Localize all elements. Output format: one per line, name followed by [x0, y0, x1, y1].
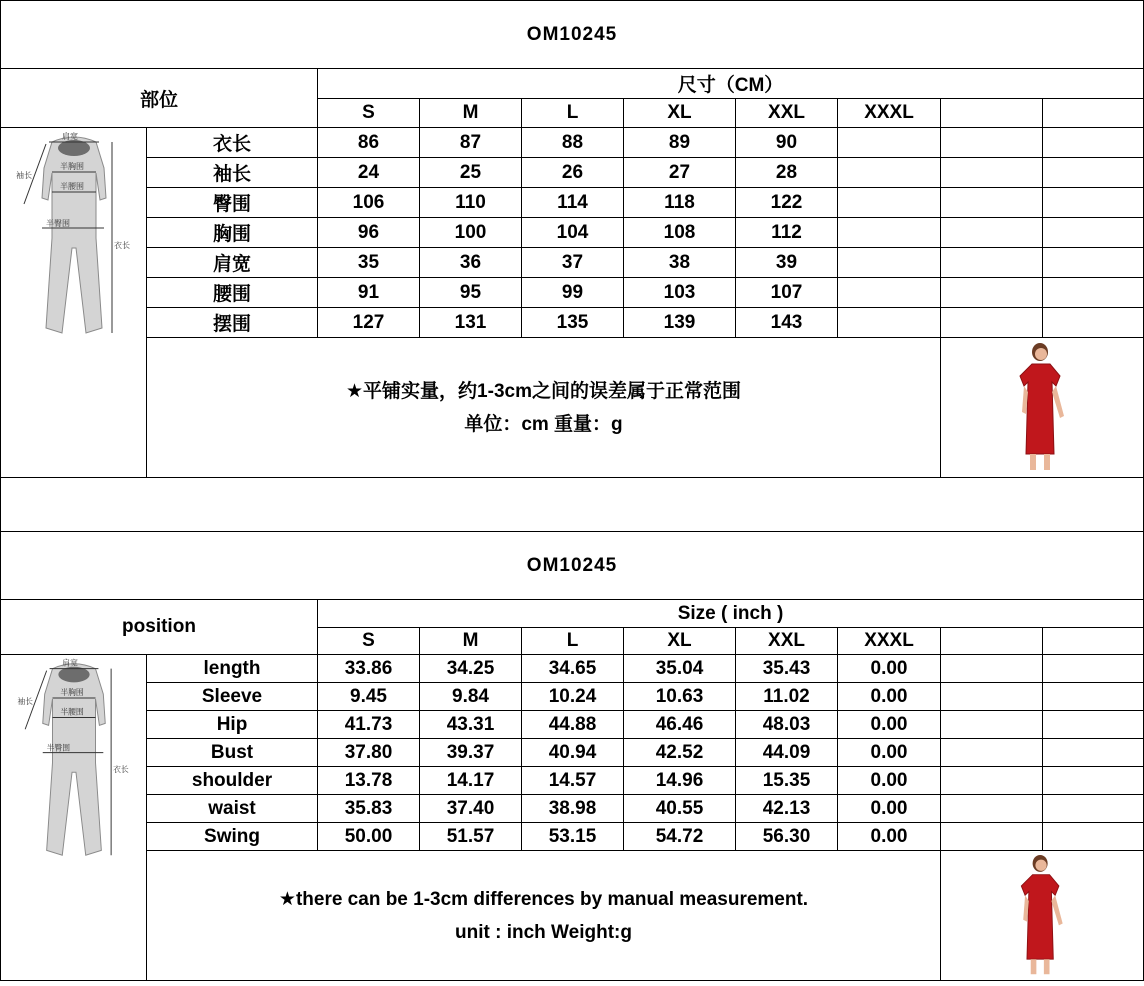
table-cell: 108: [624, 218, 736, 248]
row-label: Sleeve: [147, 683, 318, 711]
table-row: [1, 248, 1144, 278]
table-cell: [1043, 767, 1144, 795]
table-cell: 41.73: [318, 711, 420, 739]
note-en: [147, 851, 941, 981]
table-cell: [941, 823, 1043, 851]
table-cell: 56.30: [736, 823, 838, 851]
table-cell: 0.00: [838, 683, 941, 711]
table-row: [1, 823, 1144, 851]
size-cell: XL: [624, 628, 736, 655]
table-cell: [838, 128, 941, 158]
spacer-row: [1, 478, 1144, 532]
red-dress-icon: [1002, 342, 1082, 474]
table-cell: 38: [624, 248, 736, 278]
table-cell: [838, 158, 941, 188]
table-cell: 103: [624, 278, 736, 308]
table-cell: 35.43: [736, 655, 838, 683]
table-row: [1, 739, 1144, 767]
table-row: [1, 308, 1144, 338]
table-cell: 50.00: [318, 823, 420, 851]
table-row: [1, 795, 1144, 823]
table-cell: [838, 218, 941, 248]
table-row: [1, 278, 1144, 308]
red-dress-icon: [1002, 854, 1082, 978]
table-cell: [941, 683, 1043, 711]
table-cell: [941, 248, 1043, 278]
row-label: 腰围: [147, 278, 318, 308]
size-header-cn: 尺寸（CM）: [318, 69, 1144, 99]
table-row: [1, 655, 1144, 683]
size-cell: S: [318, 628, 420, 655]
table-cell: 38.98: [522, 795, 624, 823]
table-cell: 34.25: [420, 655, 522, 683]
table-cell: 135: [522, 308, 624, 338]
table-cell: 0.00: [838, 823, 941, 851]
table-row: [1, 128, 1144, 158]
table-cell: 34.65: [522, 655, 624, 683]
size-cell: [941, 628, 1043, 655]
table-cell: [1043, 711, 1144, 739]
size-cell: [1043, 628, 1144, 655]
table-cell: 43.31: [420, 711, 522, 739]
size-header-en: Size ( inch ): [318, 600, 1144, 628]
row-label: Swing: [147, 823, 318, 851]
row-label: shoulder: [147, 767, 318, 795]
table-cell: [1043, 278, 1144, 308]
size-cell: [941, 99, 1043, 128]
table-cell: 90: [736, 128, 838, 158]
table-cell: 40.94: [522, 739, 624, 767]
table-cell: [941, 711, 1043, 739]
svg-text:半胸围: 半胸围: [59, 688, 84, 698]
table-cell: 89: [624, 128, 736, 158]
svg-text:半臀围: 半臀围: [46, 743, 70, 753]
table-cell: [941, 278, 1043, 308]
size-cell: L: [522, 99, 624, 128]
table-cell: 122: [736, 188, 838, 218]
jumpsuit-diagram-icon: [4, 128, 144, 343]
row-label: 袖长: [147, 158, 318, 188]
product-photo-cn: [941, 338, 1144, 478]
row-label: 臀围: [147, 188, 318, 218]
table-cell: 0.00: [838, 711, 941, 739]
table-cell: 99: [522, 278, 624, 308]
size-cell: L: [522, 628, 624, 655]
chart-title-en: OM10245: [1, 532, 1144, 600]
table-cell: [838, 248, 941, 278]
chart-title-cn: OM10245: [1, 1, 1144, 69]
table-cell: [941, 128, 1043, 158]
table-cell: 44.88: [522, 711, 624, 739]
table-cell: 100: [420, 218, 522, 248]
table-cell: 24: [318, 158, 420, 188]
table-cell: 14.96: [624, 767, 736, 795]
table-cell: [941, 158, 1043, 188]
product-photo-en: [941, 851, 1144, 981]
row-label: 摆围: [147, 308, 318, 338]
table-cell: 46.46: [624, 711, 736, 739]
table-cell: 0.00: [838, 767, 941, 795]
table-row: [1, 188, 1144, 218]
svg-text:肩宽: 肩宽: [61, 132, 78, 141]
table-cell: 14.17: [420, 767, 522, 795]
table-cell: [1043, 188, 1144, 218]
svg-text:半腰围: 半腰围: [59, 182, 84, 191]
part-header-cn: 部位: [1, 69, 318, 128]
table-cell: 48.03: [736, 711, 838, 739]
table-cell: 11.02: [736, 683, 838, 711]
table-cell: [838, 278, 941, 308]
note-cn: [147, 338, 941, 478]
table-cell: 0.00: [838, 655, 941, 683]
table-cell: 37.80: [318, 739, 420, 767]
table-cell: 37.40: [420, 795, 522, 823]
measurement-diagram-en: [1, 655, 147, 981]
table-cell: 35: [318, 248, 420, 278]
size-cell: XXL: [736, 628, 838, 655]
svg-text:袖长: 袖长: [16, 696, 33, 706]
table-cell: 127: [318, 308, 420, 338]
note-line-1: ★there can be 1-3cm differences by manual measurement.: [278, 888, 809, 910]
table-cell: 39.37: [420, 739, 522, 767]
table-cell: 0.00: [838, 739, 941, 767]
size-cell: XXXL: [838, 99, 941, 128]
table-cell: 118: [624, 188, 736, 218]
svg-text:半腰围: 半腰围: [59, 707, 84, 717]
table-cell: 33.86: [318, 655, 420, 683]
table-cell: [838, 308, 941, 338]
note-line-1: ★平铺实量，约1-3cm之间的误差属于正常范围: [346, 380, 741, 402]
note-line-2: unit : inch Weight:g: [455, 921, 632, 943]
table-cell: 112: [736, 218, 838, 248]
note-line-2: 单位：cm 重量：g: [464, 413, 623, 435]
table-cell: 35.83: [318, 795, 420, 823]
table-cell: 54.72: [624, 823, 736, 851]
table-cell: 143: [736, 308, 838, 338]
table-cell: 114: [522, 188, 624, 218]
table-cell: 96: [318, 218, 420, 248]
table-cell: 35.04: [624, 655, 736, 683]
table-cell: 15.35: [736, 767, 838, 795]
size-cell: XL: [624, 99, 736, 128]
table-cell: 9.84: [420, 683, 522, 711]
table-cell: 25: [420, 158, 522, 188]
table-cell: [941, 188, 1043, 218]
size-cell: [1043, 99, 1144, 128]
table-row: [1, 218, 1144, 248]
table-cell: [941, 739, 1043, 767]
svg-text:衣长: 衣长: [113, 241, 130, 250]
svg-text:肩宽: 肩宽: [61, 658, 78, 668]
table-cell: [941, 308, 1043, 338]
jumpsuit-diagram-icon: [4, 655, 144, 865]
row-label: length: [147, 655, 318, 683]
row-label: 衣长: [147, 128, 318, 158]
table-cell: [1043, 158, 1144, 188]
table-cell: 91: [318, 278, 420, 308]
table-cell: 95: [420, 278, 522, 308]
svg-text:半胸围: 半胸围: [59, 162, 84, 171]
table-cell: [1043, 128, 1144, 158]
table-cell: 53.15: [522, 823, 624, 851]
row-label: Bust: [147, 739, 318, 767]
table-cell: 37: [522, 248, 624, 278]
table-cell: 51.57: [420, 823, 522, 851]
table-cell: 14.57: [522, 767, 624, 795]
svg-text:袖长: 袖长: [15, 171, 32, 180]
table-row: [1, 158, 1144, 188]
size-cell: S: [318, 99, 420, 128]
table-cell: 10.24: [522, 683, 624, 711]
table-cell: [1043, 308, 1144, 338]
table-row: [1, 711, 1144, 739]
row-label: waist: [147, 795, 318, 823]
svg-text:衣长: 衣长: [112, 765, 129, 775]
table-cell: 42.13: [736, 795, 838, 823]
table-cell: [941, 795, 1043, 823]
row-label: Hip: [147, 711, 318, 739]
table-cell: 131: [420, 308, 522, 338]
table-cell: 86: [318, 128, 420, 158]
table-cell: 110: [420, 188, 522, 218]
table-cell: 107: [736, 278, 838, 308]
size-cell: M: [420, 99, 522, 128]
size-cell: XXXL: [838, 628, 941, 655]
table-row: [1, 767, 1144, 795]
table-cell: [1043, 248, 1144, 278]
table-cell: 44.09: [736, 739, 838, 767]
table-cell: 9.45: [318, 683, 420, 711]
table-cell: 26: [522, 158, 624, 188]
table-cell: [1043, 655, 1144, 683]
table-cell: [1043, 683, 1144, 711]
row-label: 胸围: [147, 218, 318, 248]
svg-text:半臀围: 半臀围: [45, 219, 70, 228]
table-cell: 88: [522, 128, 624, 158]
table-cell: [838, 188, 941, 218]
table-cell: 40.55: [624, 795, 736, 823]
table-cell: 13.78: [318, 767, 420, 795]
table-cell: [1043, 218, 1144, 248]
table-cell: 42.52: [624, 739, 736, 767]
table-cell: [941, 655, 1043, 683]
table-cell: [941, 218, 1043, 248]
table-row: [1, 683, 1144, 711]
table-cell: 106: [318, 188, 420, 218]
table-cell: [941, 767, 1043, 795]
table-cell: [1043, 739, 1144, 767]
table-cell: 0.00: [838, 795, 941, 823]
table-cell: 104: [522, 218, 624, 248]
table-cell: 36: [420, 248, 522, 278]
size-cell: M: [420, 628, 522, 655]
table-cell: [1043, 795, 1144, 823]
table-cell: 39: [736, 248, 838, 278]
table-cell: 10.63: [624, 683, 736, 711]
table-cell: [1043, 823, 1144, 851]
table-cell: 28: [736, 158, 838, 188]
table-cell: 27: [624, 158, 736, 188]
table-cell: 87: [420, 128, 522, 158]
measurement-diagram-cn: [1, 128, 147, 478]
row-label: 肩宽: [147, 248, 318, 278]
part-header-en: position: [1, 600, 318, 655]
size-cell: XXL: [736, 99, 838, 128]
table-cell: 139: [624, 308, 736, 338]
